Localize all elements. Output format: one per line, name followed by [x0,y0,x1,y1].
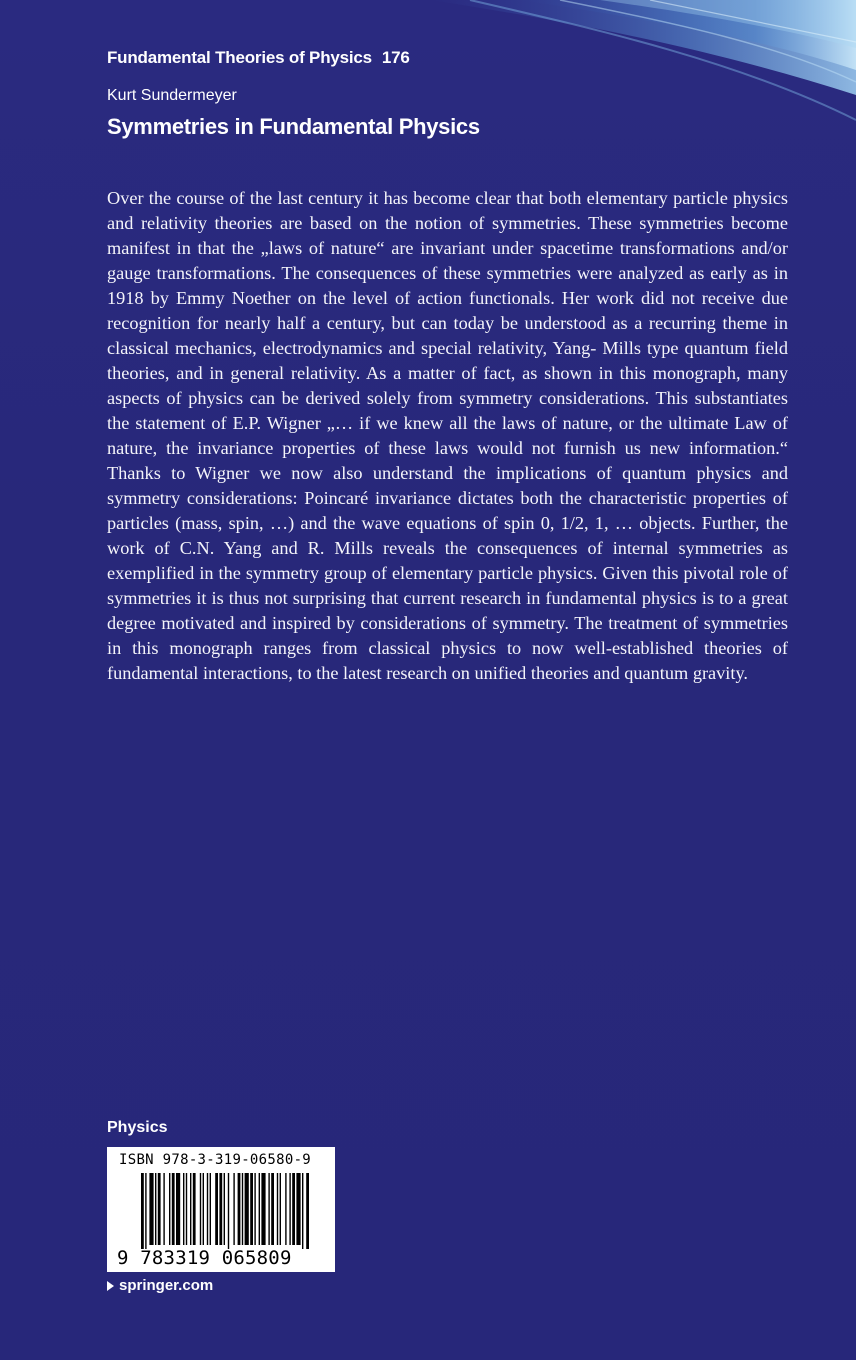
barcode-bar [261,1173,265,1245]
barcode-bar [245,1173,249,1245]
barcode-bar [145,1173,146,1249]
isbn-barcode [107,1147,335,1272]
barcode-bar [141,1173,144,1249]
barcode-bar [271,1173,274,1245]
author-name: Kurt Sundermeyer [107,87,237,104]
series-name: Fundamental Theories of Physics [107,48,372,67]
series-title [107,48,410,68]
barcode-bar [250,1173,253,1245]
barcode-bar [176,1173,180,1245]
barcode-bar [238,1173,241,1245]
barcode-bar [158,1173,161,1245]
barcode-bar [200,1173,201,1245]
barcode-bar [172,1173,175,1245]
barcode-bar [233,1173,234,1245]
barcode-bar [207,1173,208,1245]
series-number: 176 [381,48,410,67]
publisher-url[interactable]: springer.com [119,1277,214,1294]
barcode-bar [215,1173,218,1245]
barcode-bar [242,1173,243,1245]
barcode-bar [149,1173,153,1245]
subject-category: Physics [107,1119,168,1136]
barcode-bar [296,1173,300,1245]
barcode-bar [219,1173,222,1245]
barcode-bar [228,1173,229,1249]
barcode-bar [285,1173,286,1245]
barcode-bar [268,1173,269,1245]
barcode-bar [280,1173,281,1245]
barcode-bar [183,1173,184,1245]
barcode-bar [289,1173,290,1245]
book-description: Over the course of the last century it has become clear that both elementary particle physics and relativity theories are based on the notion of symmetries. These symmetries become manifest in that the „laws of nature“ are invariant under spacetime transformations and/or gauge transformations. The consequences of these symmetries were analyzed as early as in 1918 by Emmy Noether on the level of action functionals. Her work did not receive due recognition for nearly half a century, but can today be understood as a recurring theme in classical mechanics, electrodynamics and special relativity, Yang- Mills type quantum field theories, and in general relativity. As a matter of fact, as shown in this monograph, many aspects of physics can be derived solely from symmetry considerations. This substantiates the statement of E.P. Wigner „… if we knew all the laws of nature, or the ultimate Law of nature, the invariance properties of these laws would not furnish us new information.“ Thanks to Wigner we now also understand the implications of quantum physics and symmetry considerations: Poincaré invariance dictates both the characteristic properties of particles (mass, spin, …) and the wave equations of spin 0, 1/2, 1, … objects. Further, the work of C.N. Yang and R. Mills reveals the consequences of internal symmetries as exemplified in the symmetry group of elementary particle physics. Given this pivotal role of symmetries it is thus not surprising that current research in fundamental physics is to a great degree motivated and inspired by considerations of symmetry. The treatment of symmetries in this monograph ranges from classical physics to now well-established theories of fundamental interactions, to the latest research on unified theories and quantum gravity. [107,188,788,683]
barcode-bar [292,1173,295,1245]
barcode-bar [302,1173,303,1249]
isbn-label: ISBN 978-3-319-06580-9 [119,1152,312,1168]
book-title: Symmetries in Fundamental Physics [107,114,480,139]
barcode-bar [155,1173,156,1245]
publisher-link[interactable] [107,1277,213,1294]
barcode-bar [259,1173,260,1245]
barcode-bar [163,1173,164,1245]
arrow-right-icon [107,1281,114,1291]
barcode-bar [210,1173,211,1245]
barcode-bar [224,1173,225,1245]
ean-digits: 9 783319 065809 [117,1247,292,1269]
barcode-bar [277,1173,278,1245]
barcode-bar [203,1173,204,1245]
barcode-bar [193,1173,196,1245]
barcode-bar [190,1173,191,1245]
barcode-bar [254,1173,255,1245]
barcode-bar [306,1173,309,1249]
barcode-bar [186,1173,187,1245]
barcode-bar [169,1173,170,1245]
